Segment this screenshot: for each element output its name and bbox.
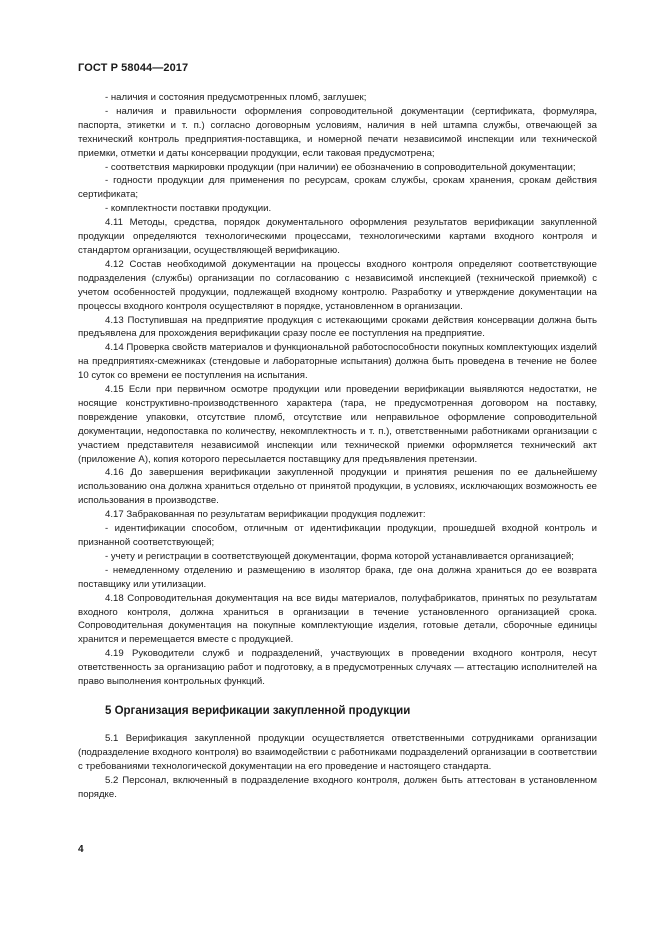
list-item-completeness: - комплектности поставки продукции. [105, 203, 272, 215]
list-item-seals: - наличия и состояния предусмотренных пломб, заглушек; [105, 92, 367, 103]
section-5-heading: 5 Организация верификации закупленной продукции [105, 704, 411, 717]
page-number: 4 [78, 844, 84, 855]
clause-4-18: 4.18 Сопроводительная документация на все виды материалов, полуфабрикатов, принятых по результатам входного контроля, должна храниться в организации в течение установленного организацией срока. Сопроводительная документация на покупные комплектующие изделия, готовые детали, сборочные единицы хранится и перемещается вместе с продукцией. [78, 592, 597, 646]
standard-header: ГОСТ Р 58044—2017 [78, 62, 189, 74]
clause-4-14: 4.14 Проверка свойств материалов и функциональной работоспособности покупных комплектующих изделий на предприятиях-смежниках (стендовые и лабораторные испытания) должна быть проведена в течение не более 10 суток со времени ее поступления на испытания. [78, 342, 597, 382]
list-item-documentation: - наличия и правильности оформления сопроводительной документации (сертификата, формуляра, паспорта, этикетки и т. п.) согласно договорным условиям, наличия в ней штампа службы, отвечающей за технический контроль предприятия-поставщика, и номерной печати независимой инспекции или технической приемки, отметки и даты консервации продукции, если таковая предусмотрена; [78, 105, 597, 159]
clause-4-17: 4.17 Забракованная по результатам верификации продукция подлежит: [105, 509, 426, 521]
clause-4-13: 4.13 Поступившая на предприятие продукция с истекающими сроками действия консервации должна быть предъявлена для прохождения верификации сразу после ее поступления на предприятие. [78, 314, 597, 340]
clause-4-11: 4.11 Методы, средства, порядок документального оформления результатов верификации закупленной продукции определяются технологическими процессами, технологическими картами входного контроля и стандартом организации, осуществляющей верификацию. [78, 217, 597, 256]
clause-5-2: 5.2 Персонал, включенный в подразделение входного контроля, должен быть аттестован в установленном порядке. [78, 774, 597, 800]
list-item-registration: - учету и регистрации в соответствующей документации, форма которой устанавливается организацией; [105, 550, 574, 562]
clause-4-16: 4.16 До завершения верификации закупленной продукции и принятия решения по ее дальнейшему использованию она должна храниться отдельно от принятой продукции, в условиях, исключающих возможность ее использования в производстве. [78, 467, 597, 507]
list-item-marking: - соответствия маркировки продукции (при наличии) ее обозначению в сопроводительной документации; [105, 161, 576, 173]
document-body [78, 91, 597, 802]
list-item-isolation: - немедленному отделению и размещению в изолятор брака, где она должна храниться до ее возврата поставщику или утилизации. [78, 564, 597, 590]
clause-4-12: 4.12 Состав необходимой документации на процессы входного контроля определяют соответствующие подразделения (службы) организации по согласованию с независимой инспекцией (технической приемкой) с учетом особенностей продукции, подлежащей входному контролю. Разработку и утверждение документации на процессы входного контроля осуществляют в порядке, установленном в организации. [78, 258, 597, 312]
list-item-identification: - идентификации способом, отличным от идентификации продукции, прошедшей входной контроль и признанной соответствующей; [78, 523, 597, 548]
clause-5-1: 5.1 Верификация закупленной продукции осуществляется ответственными сотрудниками организации (подразделение входного контроля) во взаимодействии с работниками подразделений организации в соответствии с требованиями технологической документации на его проведение и настоящего стандарта. [78, 732, 597, 772]
clause-4-15: 4.15 Если при первичном осмотре продукции или проведении верификации выявляются недостатки, не носящие конструктивно-производственного характера (тара, не предусмотренная договором на поставку, повреждение упаковки, отсутствие пломб, отсутствие или неправильное оформление сопроводительной документации, недопоставка по количеству, некомплектность и т. п.), ответственными работниками организации с участием представителя независимой инспекции или технической приемки оформляется технический акт (приложение А), копия которого пересылается поставщику для предъявления претензии. [78, 384, 597, 465]
list-item-suitability: - годности продукции для применения по ресурсам, срокам службы, срокам хранения, срокам действия сертификата; [78, 175, 597, 201]
clause-4-19: 4.19 Руководители служб и подразделений, участвующих в проведении входного контроля, несут ответственность за организацию работ и подготовку, а в предусмотренных случаях — аттестацию исполнителей на право выполнения контрольных функций. [78, 648, 597, 688]
